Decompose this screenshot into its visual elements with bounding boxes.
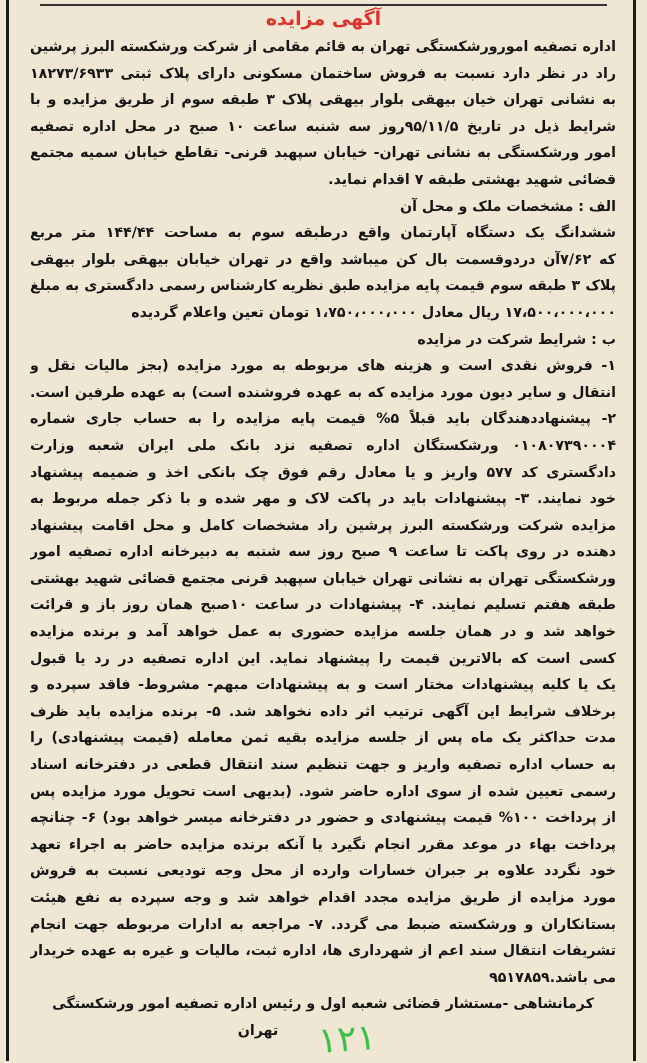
- text-line: قضائی شهید بهشتی طبقه ۷ اقدام نماید.: [328, 171, 616, 188]
- text-line: پلاک ۳ طبقه سوم قیمت پایه مزایده طبق نظریه کارشناس رسمی دادگستری به مبلغ: [30, 278, 616, 295]
- text-line: ۱۷،۵۰۰،۰۰۰،۰۰۰ ریال معادل ۱،۷۵۰،۰۰۰،۰۰۰ تومان تعین واعلام گردیده: [131, 304, 616, 321]
- text-line: خود نمایند. ۳- پیشنهادات باید در پاکت لاک و مهر شده و با ذکر جمله مربوط به: [30, 491, 616, 508]
- text-line: انتقال و سایر دیون مورد مزایده که به عهده فروشنده است) به عهده طرفین است.: [30, 384, 616, 401]
- text-line: شرایط ذیل در تاریخ ۹۵/۱۱/۵روز سه شنبه ساعت ۱۰ صبح در محل اداره تصفیه: [30, 118, 616, 135]
- text-line: بستانکاران و ورشکسته ضبط می گردد. ۷- مراجعه به ادارات مربوطه جهت انجام: [30, 916, 616, 933]
- handwritten-mark: ۱۲۱: [316, 1017, 378, 1062]
- text-line: ۱- فروش نقدی است و هزینه های مربوطه به مورد مزایده (بجز مالیات نقل و: [30, 358, 616, 375]
- text-line: طبقه هفتم تسلیم نمایند. ۴- پیشنهادات در ساعت ۱۰صبح همان روز باز و قرائت: [30, 597, 616, 614]
- text-line: خواهد شد و در همان جلسه مزایده حضوری به عمل خواهد آمد و برنده مزایده: [30, 624, 616, 641]
- text-line: تشریفات انتقال سند اعم از شهرداری ها، اداره ثبت، مالیات و غیره به عهده خریدار: [30, 943, 616, 960]
- signature-line1: کرمانشاهی -مستشار قضائی شعبه اول و رئیس اداره تصفیه امور ورشکستگی: [52, 996, 594, 1013]
- text-line: می باشد.۹۵۱۷۸۵۹: [489, 969, 616, 986]
- text-line: راد در نظر دارد نسبت به فروش ساختمان مسکونی دارای پلاک ثبتی ۱۸۲۷۳/۶۹۳۳: [30, 65, 616, 82]
- text-line: ب : شرایط شرکت در مزایده: [417, 331, 616, 348]
- text-line: مورد مزایده از طریق مزایده مجدد اقدام خواهد شد و وجه سپرده به نفع هیئت: [30, 890, 616, 906]
- text-line: برخلاف شرایط این آگهی ترتیب اثر داده نخواهد شد. ۵- برنده مزایده باید ظرف: [30, 703, 616, 720]
- ad-body: [30, 34, 616, 1045]
- text-line: که ۷/۶۲آن دردوقسمت بال کن میباشد واقع در تهران خیابان بیهقی بلوار بیهقی: [30, 251, 616, 268]
- text-line: ۲- پیشنهاددهندگان باید قبلاً ۵% قیمت پایه مزایده را به حساب جاری شماره: [30, 411, 616, 428]
- text-line: ششدانگ یک دستگاه آپارتمان واقع درطبقه سوم به مساحت ۱۴۴/۴۴ متر مربع: [30, 225, 616, 242]
- text-line: اداره تصفیه امورورشکستگی تهران به قائم مقامی از شرکت ورشکسته البرز پرشین: [30, 39, 616, 55]
- text-line: خود نگردد علاوه بر جبران خسارات وارده از محل وجه تودیعی نسبت به فروش: [30, 863, 616, 880]
- text-line: به حساب اداره تصفیه واریز و جهت تنظیم سند انتقال قطعی در دفترخانه اسناد: [30, 757, 616, 774]
- top-rule: [40, 4, 607, 6]
- text-line: مزایده شرکت ورشکسته البرز پرشین راد مشخصات کامل و محل اقامت پیشنهاد: [30, 517, 616, 534]
- text-line: الف : مشخصات ملک و محل آن: [400, 198, 616, 215]
- text-line: ورشکستگی تهران به نشانی تهران خیابان سپهبد قرنی مجتمع قضائی شهید بهشتی: [30, 570, 616, 587]
- text-line: دهنده در روی پاکت تا ساعت ۹ صبح روز سه شنبه به دبیرخانه اداره تصفیه امور: [30, 544, 616, 561]
- text-line: یک یا کلیه پیشنهادات مختار است و به پیشنهادات مبهم- مشروط- فاقد سپرده و: [30, 677, 616, 694]
- signature-line2: تهران: [237, 1022, 279, 1039]
- text-line: به نشانی تهران خیان بیهقی بلوار بیهقی پلاک ۳ طبقه سوم از طریق مزایده و با: [30, 92, 616, 109]
- text-line: کسی است که بالاترین قیمت را پیشنهاد نماید. این اداره تصفیه در رد یا قبول: [30, 650, 616, 667]
- text-line: مدت حداکثر یک ماه پس از جلسه مزایده بقیه ثمن معامله (قیمت پیشنهادی) را: [30, 730, 616, 747]
- text-line: از پرداخت ۱۰۰% قیمت پیشنهادی و حضور در دفترخانه میسر خواهد بود) ۶- چنانچه: [30, 810, 616, 827]
- ad-title: آگهی مزایده: [265, 8, 382, 30]
- text-line: رسمی تعیین شده از سوی اداره حاضر شود. (بدیهی است تحویل مورد مزایده پس: [30, 783, 616, 800]
- text-line: ۰۱۰۸۰۷۳۹۰۰۰۴ ورشکستگان اداره تصفیه نزد بانک ملی ایران شعبه وزارت: [30, 437, 616, 454]
- text-line: پرداخت بهاء در موعد مقرر انجام نگیرد یا آنکه برنده مزایده حاضر به اجراء تعهد: [30, 836, 616, 853]
- text-line: امور ورشکستگی به نشانی تهران- خیابان سپهبد قرنی- تقاطع خیابان سمیه مجتمع: [30, 145, 616, 162]
- text-line: دادگستری کد ۵۷۷ واریز و یا معادل رقم فوق چک بانکی اخذ و ضمیمه پیشنهاد: [30, 464, 616, 481]
